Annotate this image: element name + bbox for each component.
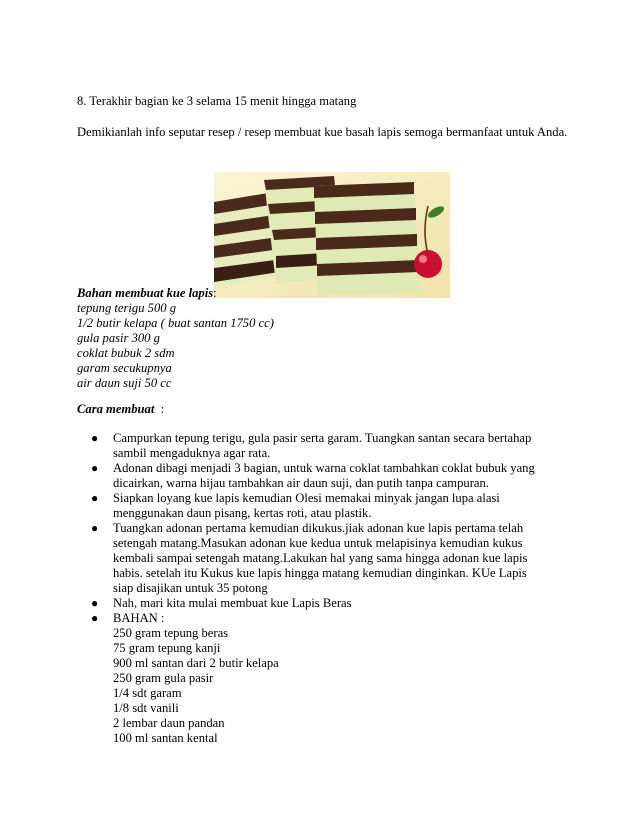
- method-step: [91, 596, 541, 611]
- step-8-paragraph: 8. Terakhir bagian ke 3 selama 15 menit hingga matang: [77, 94, 357, 108]
- method-step: [91, 431, 541, 461]
- bahan-item: 1/8 sdt vanili: [113, 701, 179, 715]
- bullet-icon: ●: [91, 611, 99, 625]
- ingredients-heading-colon: :: [213, 286, 217, 300]
- method-step-text: Adonan dibagi menjadi 3 bagian, untuk warna coklat tambahkan coklat bubuk yang dicairkan, warna hijau tambahkan air daun suji, dan putih tanpa campuran.: [113, 461, 535, 490]
- method-step-text: Siapkan loyang kue lapis kemudian Olesi memakai minyak jangan lupa alasi menggunakan daun pisang, kertas roti, atau plastik.: [113, 491, 500, 520]
- bullet-icon: ●: [91, 491, 99, 505]
- method-heading-line: [77, 402, 164, 417]
- method-step: [91, 461, 541, 491]
- method-step: [91, 521, 541, 596]
- closing-paragraph: Demikianlah info seputar resep / resep membuat kue basah lapis semoga bermanfaat untuk Anda.: [77, 125, 568, 139]
- ingredients-heading: Bahan membuat kue lapis: [77, 286, 214, 300]
- method-heading: Cara membuat: [77, 402, 155, 416]
- method-step-text: Campurkan tepung terigu, gula pasir serta garam. Tuangkan santan secara bertahap sambil mengaduknya agar rata.: [113, 431, 532, 460]
- bahan-item: 75 gram tepung kanji: [113, 641, 221, 655]
- bullet-icon: ●: [91, 431, 99, 445]
- ingredient-item: coklat bubuk 2 sdm: [77, 346, 175, 360]
- bahan-item: 2 lembar daun pandan: [113, 716, 225, 730]
- kue-lapis-photo: [214, 172, 450, 298]
- bahan-item: 900 ml santan dari 2 butir kelapa: [113, 656, 279, 670]
- ingredient-item: air daun suji 50 cc: [77, 376, 172, 390]
- ingredient-item: gula pasir 300 g: [77, 331, 160, 345]
- method-steps-list: [91, 431, 541, 746]
- bahan-list: [113, 611, 541, 746]
- right-cake-slice: [314, 182, 420, 296]
- ingredient-item: garam secukupnya: [77, 361, 172, 375]
- bullet-icon: ●: [91, 596, 99, 610]
- kue-lapis-illustration: [214, 172, 450, 298]
- method-step: [91, 491, 541, 521]
- method-step-text: Nah, mari kita mulai membuat kue Lapis Beras: [113, 596, 352, 610]
- ingredients-section: [77, 286, 274, 391]
- method-step-text: Tuangkan adonan pertama kemudian dikukus.jiak adonan kue lapis pertama telah setengah matang.Masukan adonan kue kedua untuk melapisinya kemudian kukus kembali sampai setengah matang.Lakukan hal yang sama hingga adonan kue lapis habis. setelah itu Kukus kue lapis hingga matang kemudian dinginkan. KUe Lapis siap disajikan untuk 35 potong: [113, 521, 528, 595]
- bullet-icon: ●: [91, 461, 99, 475]
- ingredient-item: 1/2 butir kelapa ( buat santan 1750 cc): [77, 316, 274, 330]
- bullet-icon: ●: [91, 521, 99, 535]
- ingredient-item: tepung terigu 500 g: [77, 301, 176, 315]
- bahan-step: [91, 611, 541, 746]
- bahan-item: 100 ml santan kental: [113, 731, 218, 745]
- bahan-heading: BAHAN :: [113, 611, 165, 625]
- method-heading-colon: :: [154, 402, 165, 416]
- bahan-item: 250 gram gula pasir: [113, 671, 214, 685]
- bahan-item: 1/4 sdt garam: [113, 686, 182, 700]
- bahan-item: 250 gram tepung beras: [113, 626, 229, 640]
- ingredients-heading-line: [77, 286, 274, 301]
